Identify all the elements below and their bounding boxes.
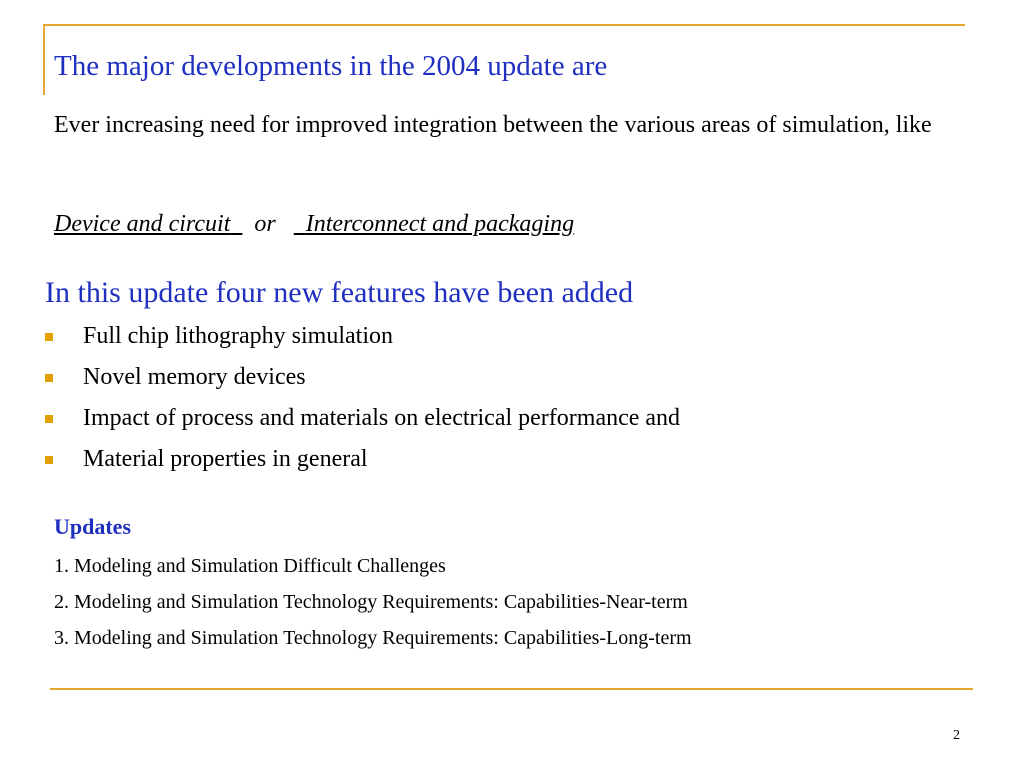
simulation-areas bbox=[54, 208, 574, 240]
update-item: 2. Modeling and Simulation Technology Requirements: Capabilities-Near-term bbox=[54, 591, 688, 613]
feature-item bbox=[45, 357, 680, 398]
square-bullet-icon bbox=[45, 374, 53, 382]
update-item: 3. Modeling and Simulation Technology Requirements: Capabilities-Long-term bbox=[54, 627, 692, 649]
updates-heading: Updates bbox=[54, 514, 132, 539]
intro-text: Ever increasing need for improved integration between the various areas of simulation, like bbox=[54, 112, 932, 138]
square-bullet-icon bbox=[45, 456, 53, 464]
updates-list bbox=[54, 548, 692, 656]
area-underline-gap bbox=[230, 211, 242, 237]
bottom-rule bbox=[50, 688, 973, 690]
feature-label: Material properties in general bbox=[83, 446, 368, 472]
slide-title: The major developments in the 2004 update are bbox=[54, 50, 608, 82]
area-device-circuit: Device and circuit bbox=[54, 211, 231, 237]
area-underline-lead bbox=[294, 211, 306, 237]
feature-item bbox=[45, 398, 680, 439]
features-list bbox=[45, 316, 680, 480]
page-number: 2 bbox=[953, 728, 960, 743]
area-connector: or bbox=[254, 211, 276, 237]
square-bullet-icon bbox=[45, 333, 53, 341]
feature-item bbox=[45, 316, 680, 357]
top-rule bbox=[43, 24, 965, 26]
feature-label: Full chip lithography simulation bbox=[83, 323, 393, 349]
feature-item bbox=[45, 439, 680, 480]
left-rule bbox=[43, 24, 45, 95]
features-heading: In this update four new features have been added bbox=[45, 276, 634, 309]
feature-label: Novel memory devices bbox=[83, 364, 306, 390]
update-item: 1. Modeling and Simulation Difficult Challenges bbox=[54, 555, 446, 577]
area-interconnect-packaging: Interconnect and packaging bbox=[305, 211, 575, 237]
feature-label: Impact of process and materials on electrical performance and bbox=[83, 405, 681, 431]
square-bullet-icon bbox=[45, 415, 53, 423]
